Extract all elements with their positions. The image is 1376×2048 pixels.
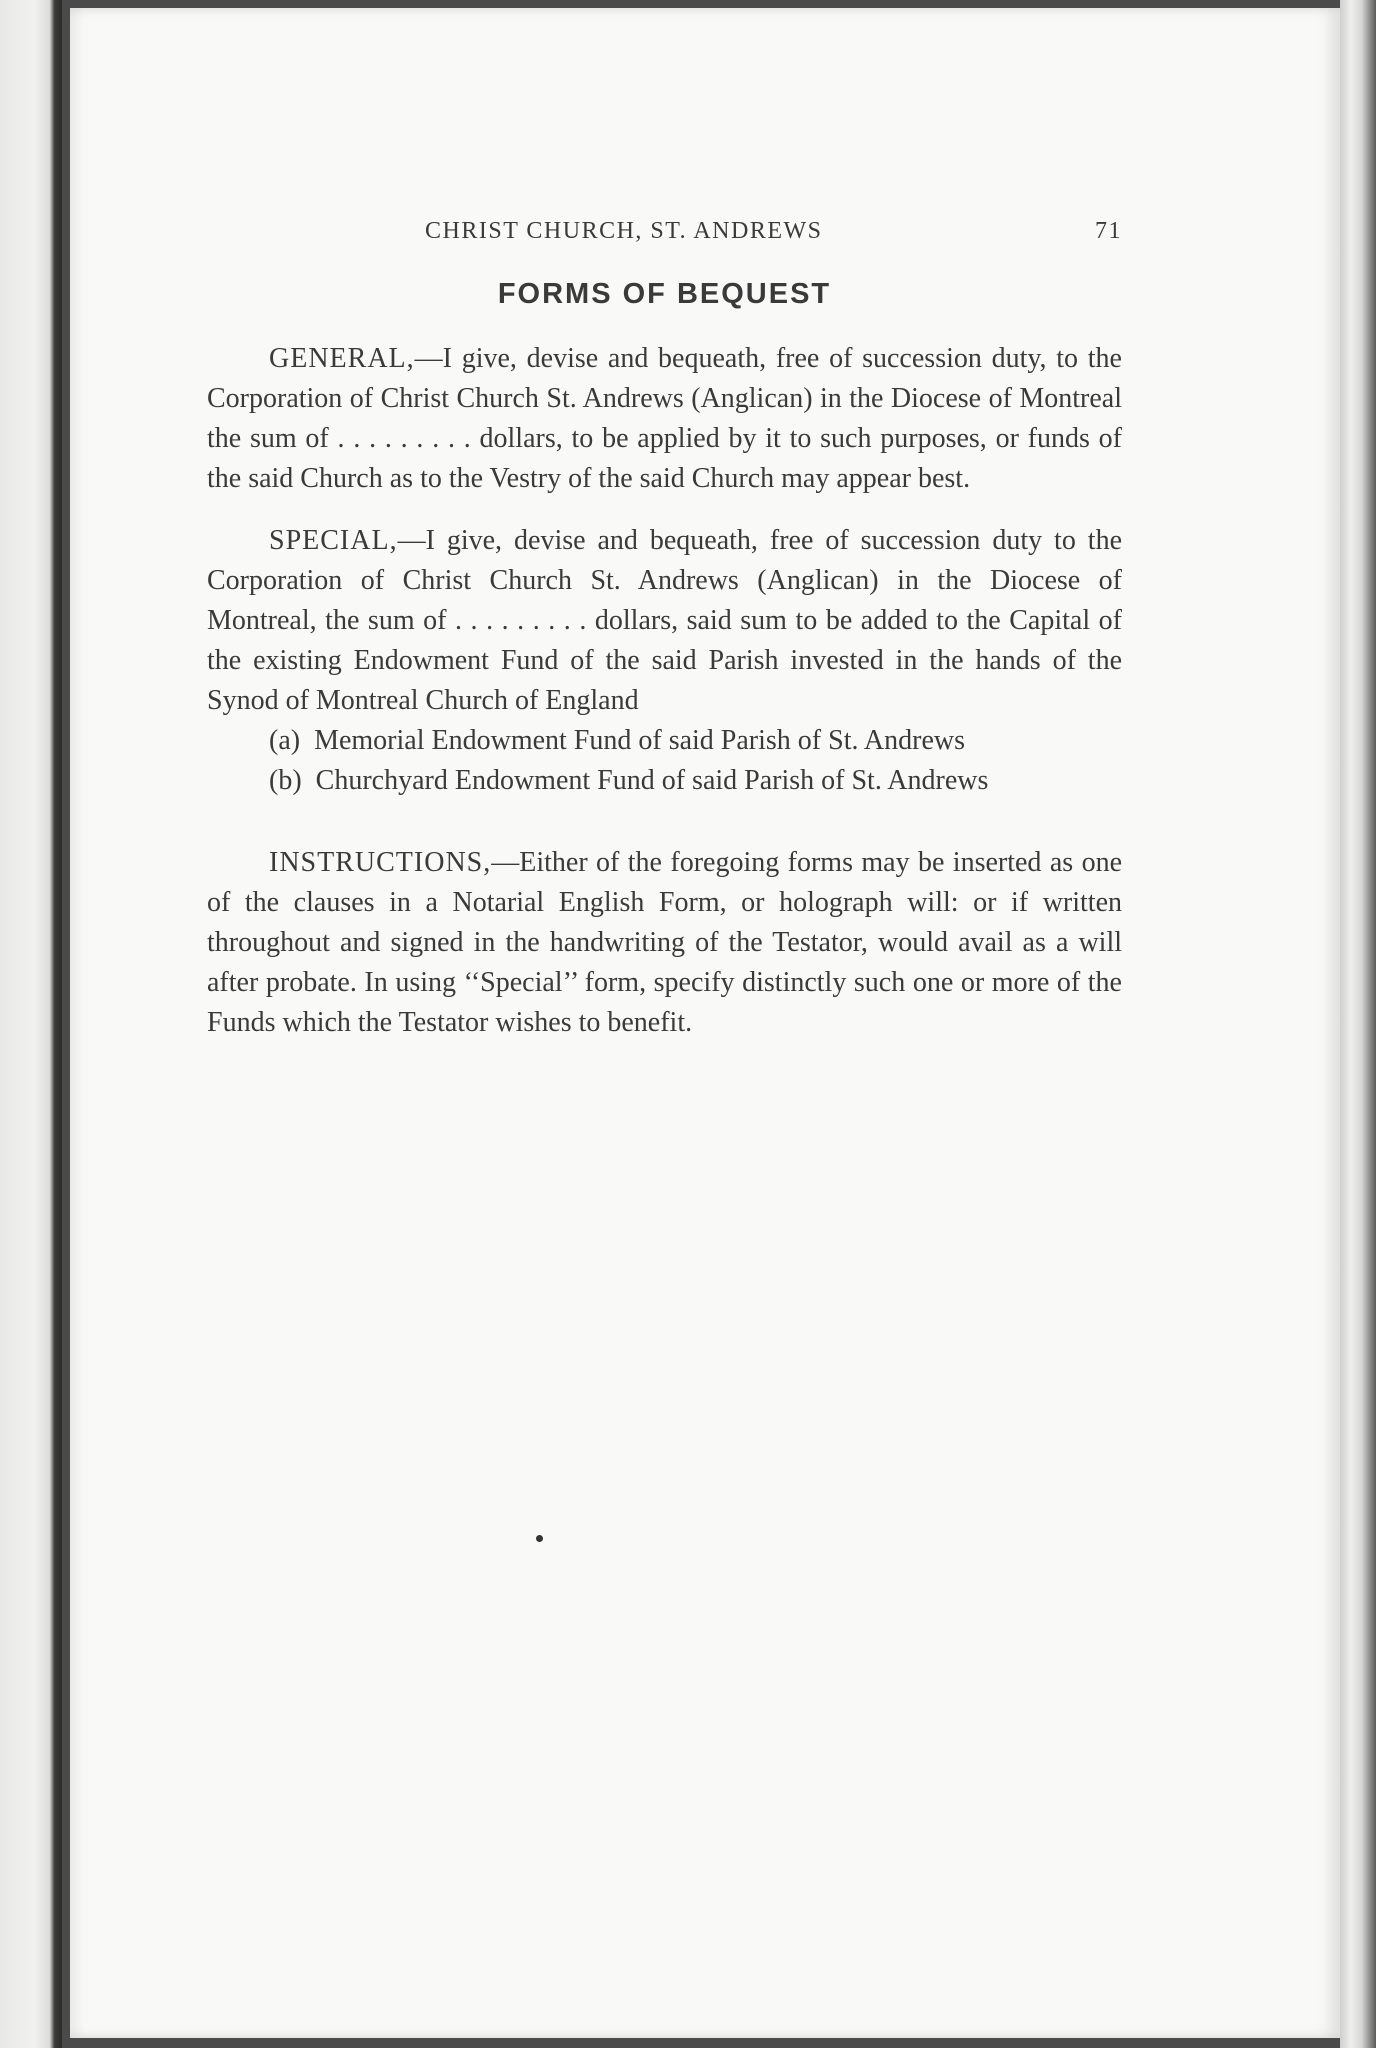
instructions-paragraph (207, 843, 1122, 1043)
running-head-title: CHRIST CHURCH, ST. ANDREWS (425, 218, 823, 244)
section-heading: FORMS OF BEQUEST (497, 278, 832, 310)
right-page-edge (1340, 0, 1376, 2048)
general-lead: GENERAL, (269, 343, 415, 374)
list-item-text: Memorial Endowment Fund of said Parish of St. Andrews (314, 725, 966, 756)
page-number: 71 (1095, 218, 1122, 244)
instructions-lead: INSTRUCTIONS, (269, 847, 492, 878)
list-item-marker: (a) (269, 725, 301, 756)
page-content (207, 210, 1122, 1065)
running-head (207, 210, 1122, 250)
special-text: —I give, devise and bequeath, free of succession duty to the Corporation of Christ Church St. Andrews (Anglican) in the Diocese of Montreal, the sum of . . . . . . . . . dollars, said sum to be added to the Capital of the existing Endowment Fund of the said Parish invested in the hands of the Synod of Montreal Church of England (207, 525, 1122, 716)
list-item-marker: (b) (269, 765, 302, 796)
special-lead: SPECIAL, (269, 525, 398, 556)
list-item (207, 721, 1122, 761)
special-paragraph (207, 521, 1122, 721)
instructions-text: —Either of the foregoing forms may be inserted as one of the clauses in a Notarial English Form, or holograph will: or if written throughout and signed in the handwriting of the Testator, would avail as a will after probate. In using ‘‘Special’’ form, specify distinctly such one or more of the Funds which the Testator wishes to benefit. (207, 847, 1122, 1038)
special-fund-list (207, 721, 1122, 801)
list-item-text: Churchyard Endowment Fund of said Parish of St. Andrews (315, 765, 989, 796)
general-text: —I give, devise and bequeath, free of succession duty, to the Corporation of Christ Church St. Andrews (Anglican) in the Diocese of Montreal the sum of . . . . . . . . . dollars, to be applied by it to such purposes, or funds of the said Church as to the Vestry of the said Church may appear best. (207, 343, 1122, 494)
left-page-edge (0, 0, 62, 2048)
general-paragraph (207, 339, 1122, 499)
list-item (207, 761, 1122, 801)
ink-dot (536, 1535, 543, 1542)
